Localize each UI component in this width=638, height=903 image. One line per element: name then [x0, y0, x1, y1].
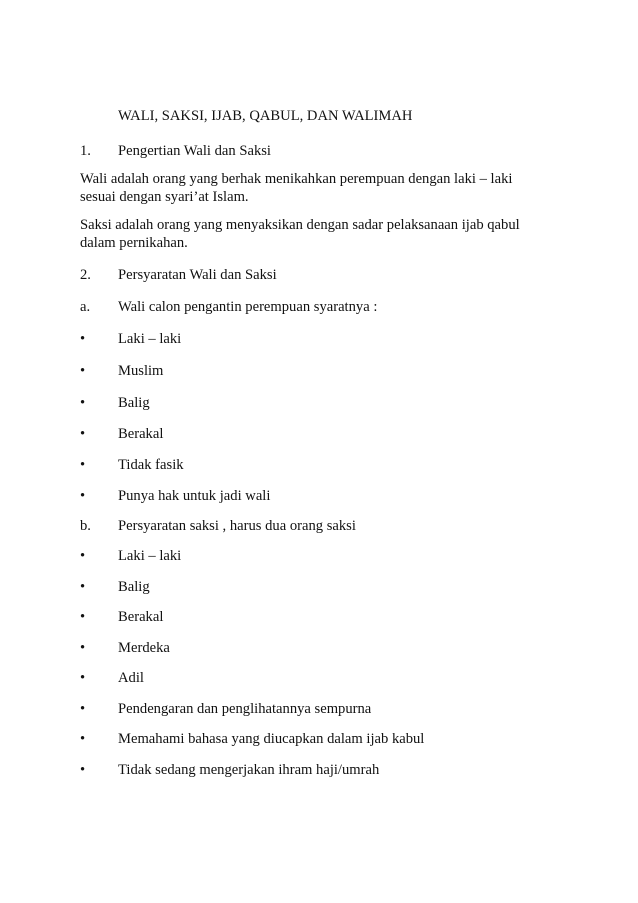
- wali-requirement: Muslim: [118, 363, 164, 379]
- wali-requirement: Punya hak untuk jadi wali: [118, 488, 271, 504]
- section-2-title: Persyaratan Wali dan Saksi: [118, 267, 277, 283]
- bullet-icon: •: [80, 731, 86, 747]
- saksi-requirement: Merdeka: [118, 640, 170, 656]
- bullet-icon: •: [80, 701, 86, 717]
- saksi-requirement: Pendengaran dan penglihatannya sempurna: [118, 701, 372, 717]
- page-title: WALI, SAKSI, IJAB, QABUL, DAN WALIMAH: [118, 108, 413, 124]
- bullet-icon: •: [80, 609, 86, 625]
- bullet-icon: •: [80, 331, 86, 347]
- paragraph-wali-line-1: Wali adalah orang yang berhak menikahkan perempuan dengan laki – laki: [80, 171, 513, 187]
- saksi-requirement: Berakal: [118, 609, 164, 625]
- saksi-requirement: Balig: [118, 579, 150, 595]
- bullet-icon: •: [80, 426, 86, 442]
- wali-requirement: Tidak fasik: [118, 457, 184, 473]
- subsection-b-marker: b.: [80, 518, 91, 534]
- paragraph-wali-line-2: sesuai dengan syari’at Islam.: [80, 189, 249, 205]
- paragraph-saksi-line-2: dalam pernikahan.: [80, 235, 188, 251]
- subsection-b-text: Persyaratan saksi , harus dua orang saksi: [118, 518, 356, 534]
- wali-requirement: Balig: [118, 395, 150, 411]
- bullet-icon: •: [80, 395, 86, 411]
- bullet-icon: •: [80, 762, 86, 778]
- wali-requirement: Berakal: [118, 426, 164, 442]
- section-2-number: 2.: [80, 267, 91, 283]
- bullet-icon: •: [80, 579, 86, 595]
- subsection-a-text: Wali calon pengantin perempuan syaratnya :: [118, 299, 378, 315]
- saksi-requirement: Tidak sedang mengerjakan ihram haji/umrah: [118, 762, 380, 778]
- saksi-requirement: Memahami bahasa yang diucapkan dalam ijab kabul: [118, 731, 425, 747]
- bullet-icon: •: [80, 488, 86, 504]
- bullet-icon: •: [80, 640, 86, 656]
- bullet-icon: •: [80, 548, 86, 564]
- saksi-requirement: Laki – laki: [118, 548, 182, 564]
- section-1-number: 1.: [80, 143, 91, 159]
- wali-requirement: Laki – laki: [118, 331, 182, 347]
- subsection-a-marker: a.: [80, 299, 91, 315]
- saksi-requirement: Adil: [118, 670, 144, 686]
- paragraph-saksi-line-1: Saksi adalah orang yang menyaksikan dengan sadar pelaksanaan ijab qabul: [80, 217, 520, 233]
- bullet-icon: •: [80, 457, 86, 473]
- bullet-icon: •: [80, 670, 86, 686]
- section-1-title: Pengertian Wali dan Saksi: [118, 143, 271, 159]
- bullet-icon: •: [80, 363, 86, 379]
